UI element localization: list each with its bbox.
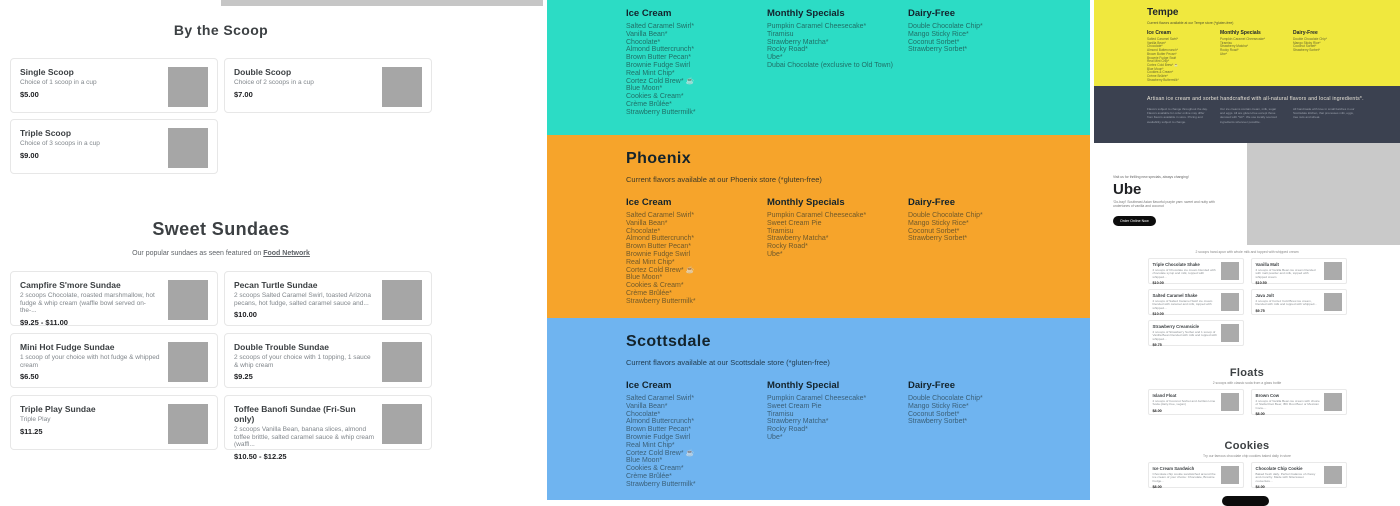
menu-card[interactable]	[1148, 258, 1244, 284]
card-text	[1255, 262, 1321, 286]
flavor-item: Strawberry Buttermilk*	[626, 297, 696, 305]
card-title: Triple Scoop	[20, 128, 72, 138]
card-price: $9.75	[1255, 308, 1265, 313]
scoop-section-title: By the Scoop	[173, 22, 269, 38]
flavor-item: Pumpkin Caramel Cheesecake*	[1220, 37, 1266, 41]
flavor-list	[1293, 38, 1366, 53]
flavor-item: Real Mint Chip*	[626, 69, 675, 77]
card-price: $9.00	[20, 150, 39, 160]
flavor-item: Almond Buttercrunch*	[626, 46, 695, 54]
flavor-item: Ube*	[1220, 51, 1228, 56]
flavor-item: Chocolate*	[626, 38, 661, 46]
card-image	[168, 67, 208, 107]
dairy-free-column	[908, 197, 1049, 306]
card-description: 2 scoops of Cortez Cold Brew ice cream, blended with milk and topped with whipped...	[1255, 298, 1317, 307]
ice-cream-column	[626, 380, 767, 489]
column-header: Dairy-Free	[908, 197, 955, 208]
dairy-free-column	[908, 380, 1049, 489]
card-text	[1256, 293, 1321, 311]
flavor-item: Rocky Road*	[767, 243, 808, 251]
flavor-item: Brown Butter Pecan*	[626, 54, 691, 62]
flavor-item: Blue Moon*	[1147, 66, 1164, 71]
flavor-list	[626, 395, 767, 489]
card-description: 2 scoops Salted Caramel Swirl, toasted Arizona pecans, hot fudge, salted caramel sauce and...	[234, 292, 371, 307]
flavor-item: Mango Sticky Rice*	[908, 30, 969, 38]
flavor-list	[1147, 38, 1220, 82]
sundaes-subtitle-text: Our popular sundaes as seen featured on	[132, 250, 264, 257]
flavor-item: Chocolate*	[626, 227, 661, 235]
flavor-item: Blue Moon*	[626, 274, 663, 282]
menu-card[interactable]	[1148, 389, 1244, 415]
column-header: Dairy-Free	[1293, 30, 1318, 36]
card-title: Island Float	[1152, 393, 1177, 398]
card-title: Triple Chocolate Shake	[1152, 262, 1200, 267]
floats-section	[1094, 362, 1400, 415]
card-description: 2 scoops of Chocolate ice cream blended with chocolate syrup and milk, topped with whipped...	[1152, 267, 1216, 280]
flavor-item: Coconut Sorbet*	[1293, 44, 1317, 49]
card-image	[168, 404, 208, 444]
card-description: Choice of 2 scoops in a cup	[234, 79, 314, 86]
menu-card[interactable]	[1251, 289, 1347, 315]
cookies-section	[1094, 434, 1400, 488]
menu-card[interactable]	[224, 58, 432, 113]
store-title: Phoenix	[626, 150, 692, 167]
flavor-item: Double Chocolate Chip*	[908, 212, 983, 219]
flavor-item: Pumpkin Caramel Cheesecake*	[767, 23, 867, 30]
column-header: Ice Cream	[626, 380, 672, 391]
promo-kicker: Visit us for thrilling new specials, always changing!	[1113, 175, 1189, 179]
flavor-item: Ube*	[767, 250, 783, 258]
flavor-item: Salted Caramel Swirl*	[626, 212, 695, 219]
flavor-item: Chocolate*	[1147, 44, 1163, 49]
order-online-button[interactable]: Order Online Now	[1113, 216, 1156, 226]
flavor-item: Double Chocolate Chip*	[1293, 37, 1328, 41]
card-title: Single Scoop	[20, 67, 74, 77]
card-description: 2 scoops of Strawberry Sorbet and 1 scoop of Vanilla Bean blended with milk and topped with whipped...	[1152, 329, 1217, 342]
flavor-columns	[626, 8, 1090, 117]
card-image	[382, 404, 422, 444]
card-title: Java Jolt	[1255, 293, 1274, 298]
flavor-item: Vanilla Bean*	[626, 219, 668, 227]
card-price: $10.50 - $12.25	[234, 451, 287, 461]
menu-card[interactable]	[10, 58, 218, 113]
artisan-note: Our ice creams contain cream, milk, sugar and eggs. All are gluten-free except those denoted with *GF*. We use locally sourced ingredients wherever possible.	[1220, 107, 1277, 124]
card-description: Chocolate chip cookie sandwiched around the ice cream of your choice: Chocolate, Brownie Fudge...	[1152, 471, 1216, 484]
card-price: $11.25	[20, 426, 43, 436]
menu-card[interactable]	[1148, 289, 1244, 315]
card-text	[234, 404, 376, 461]
menu-card[interactable]	[224, 271, 432, 326]
card-description: 2 scoops of Vanilla Bean ice cream blended with malt powder and milk, topped with whipped cream	[1255, 267, 1316, 280]
card-price: $9.75	[1152, 343, 1162, 348]
flavor-list	[908, 212, 1049, 243]
right-panel	[1094, 0, 1400, 500]
monthly-specials-column	[767, 8, 908, 117]
card-title: Mini Hot Fudge Sundae	[20, 342, 115, 352]
card-text	[1255, 466, 1321, 490]
monthly-specials-column	[767, 197, 908, 306]
card-text	[20, 128, 100, 165]
card-text	[20, 342, 162, 379]
bottom-order-button[interactable]	[1222, 496, 1269, 506]
flavor-item: Almond Buttercrunch*	[626, 235, 695, 243]
card-price: $6.50	[20, 372, 39, 381]
menu-card[interactable]	[1251, 389, 1347, 415]
flavor-list	[908, 395, 1049, 426]
flavor-item: Sweet Cream Pie	[767, 402, 822, 410]
flavor-item: Strawberry Matcha*	[767, 235, 829, 243]
flavor-list	[626, 212, 767, 306]
menu-card[interactable]	[224, 333, 432, 388]
flavor-item: Real Mint Chip*	[626, 258, 675, 266]
flavor-columns	[626, 197, 1090, 306]
flavor-item: Vanilla Bean*	[626, 402, 668, 410]
card-price: $7.00	[234, 89, 253, 99]
column-header: Ice Cream	[626, 197, 672, 208]
card-image	[168, 280, 208, 320]
card-text	[1153, 393, 1218, 411]
card-image	[1221, 293, 1239, 311]
card-image	[382, 342, 422, 382]
card-description: 2 scoops of your choice with 1 topping, 1 sauce & whip cream	[234, 354, 371, 369]
floats-title: Floats	[1229, 367, 1265, 379]
flavor-item: Strawberry Buttermilk*	[1147, 77, 1179, 82]
flavor-board-old-town	[547, 0, 1090, 135]
card-text	[20, 404, 96, 441]
column-header: Dairy-Free	[908, 8, 955, 19]
card-text	[20, 280, 162, 327]
shakes-section	[1094, 250, 1400, 346]
card-image	[382, 67, 422, 107]
store-flavor-boards	[547, 0, 1090, 500]
flavor-item: Strawberry Matcha*	[767, 418, 829, 426]
card-image	[1221, 466, 1239, 484]
menu-card[interactable]	[1251, 462, 1347, 488]
card-description: 2 scoops Vanilla Bean, banana slices, almond toffee brittle, salted caramel sauce & whip cream (waffl...	[234, 426, 375, 448]
menu-card[interactable]	[224, 395, 432, 461]
flavor-item: Strawberry Sorbet*	[908, 235, 968, 243]
card-image	[1324, 293, 1342, 311]
flavor-item: Strawberry Buttermilk*	[626, 108, 696, 116]
flavor-item: Rocky Road*	[767, 426, 808, 434]
flavor-board-scottsdale	[547, 318, 1090, 500]
card-image	[168, 128, 208, 168]
flavor-item: Mango Sticky Rice*	[1293, 40, 1321, 45]
flavor-item: Tiramisu	[767, 410, 794, 418]
card-price: $8.00	[1255, 412, 1265, 417]
card-image	[1221, 262, 1239, 280]
flavor-item: Strawberry Buttermilk*	[626, 480, 696, 488]
column-header: Monthly Special	[767, 380, 840, 391]
card-image	[168, 342, 208, 382]
card-title: Pecan Turtle Sundae	[234, 280, 318, 290]
flavor-item: Crème Brûlée*	[626, 289, 672, 297]
card-price: $8.00	[1152, 485, 1162, 490]
flavor-item: Strawberry Matcha*	[1220, 44, 1248, 49]
flavor-list	[767, 212, 908, 259]
menu-card[interactable]	[10, 395, 218, 450]
scoop-card-grid	[10, 58, 432, 174]
flavor-item: Dubai Chocolate (exclusive to Old Town)	[767, 61, 893, 69]
card-image	[1324, 466, 1342, 484]
flavor-board-tempe	[1094, 0, 1400, 86]
flavor-item: Coconut Sorbet*	[908, 410, 960, 418]
flavor-item: Strawberry Sorbet*	[1293, 48, 1320, 53]
card-title: Salted Caramel Shake	[1152, 293, 1198, 298]
shakes-subtitle: 2 scoops hand-spun with whole milk and topped with whipped cream	[1195, 250, 1299, 254]
card-description: Triple Play	[20, 416, 51, 423]
artisan-banner	[1094, 86, 1400, 143]
card-description: 2 scoops of Salted Caramel Swirl ice cream blended with caramel and milk, topped with whipped...	[1152, 298, 1213, 311]
promo-description: 'Oo-bay'! Southeast Asian flavorful purple yam: sweet and nutty with undertones of vanilla and coconut	[1113, 200, 1215, 209]
food-network-link[interactable]: Food Network	[263, 250, 310, 257]
artisan-note: Flavors subject to change throughout the day. Flavors available for order online may differ from flavors available in store. Pricing and availability subject to change.	[1147, 107, 1208, 124]
monthly-specials-column	[767, 380, 908, 489]
ube-flavor-image	[1247, 143, 1400, 245]
flavor-item: Salted Caramel Swirl*	[626, 23, 695, 30]
menu-card[interactable]	[1251, 258, 1347, 284]
store-subtitle: Current flavors available at our Phoenix store (*gluten-free)	[626, 175, 822, 184]
flavor-item: Vanilla Bean*	[626, 30, 668, 38]
flavor-item: Blue Moon*	[626, 85, 663, 93]
ube-promo-text	[1113, 175, 1241, 227]
menu-card[interactable]	[1148, 462, 1244, 488]
flavor-item: Vanilla Bean*	[1147, 40, 1166, 45]
flavor-item: Strawberry Matcha*	[767, 38, 829, 46]
card-text	[234, 342, 376, 379]
card-title: Triple Play Sundae	[20, 404, 96, 414]
flavor-item: Salted Caramel Swirl*	[1147, 37, 1179, 41]
flavor-item: Pumpkin Caramel Cheesecake*	[767, 395, 867, 402]
column-header: Ice Cream	[1147, 30, 1171, 36]
card-price: $9.25 - $11.00	[20, 317, 68, 327]
flavor-item: Cortez Cold Brew* ☕	[626, 77, 695, 85]
card-image	[1324, 262, 1342, 280]
flavor-item: Strawberry Sorbet*	[908, 46, 968, 54]
flavor-item: Pumpkin Caramel Cheesecake*	[767, 212, 867, 219]
flavor-item: Almond Buttercrunch*	[1147, 48, 1179, 53]
card-image	[382, 280, 422, 320]
flavor-item: Blue Moon*	[626, 457, 663, 465]
flavor-item: Brown Butter Pecan*	[626, 426, 691, 434]
menu-card[interactable]	[1148, 320, 1244, 346]
flavor-item: Brownie Fudge Swirl	[626, 250, 691, 258]
card-text	[1152, 324, 1218, 348]
flavor-item: Cookies & Cream*	[1147, 70, 1174, 75]
shakes-card-grid	[1094, 258, 1400, 346]
flavor-list	[908, 23, 1049, 54]
card-image	[1221, 393, 1239, 411]
ice-cream-column	[626, 8, 767, 117]
store-subtitle: Current flavors available at our Tempe store (*gluten-free)	[1147, 21, 1234, 25]
artisan-heading: Artisan ice cream and sorbet handcrafted with all-natural flavors and local ingredients*.	[1147, 96, 1364, 102]
flavor-item: Brown Butter Pecan*	[626, 243, 691, 251]
card-description: 2 scoops of Vanilla Bean ice cream with choice of Stella Root Beer, IBC Root Beer or Mexican Coca-...	[1255, 398, 1320, 411]
card-image	[1221, 324, 1239, 342]
column-header: Monthly Specials	[1220, 30, 1261, 36]
ice-cream-column	[626, 197, 767, 306]
monthly-specials-column	[1220, 30, 1293, 82]
card-title: Vanilla Malt	[1255, 262, 1279, 267]
sundaes-section-title: Sweet Sundaes	[152, 219, 290, 239]
flavor-item: Cookies & Cream*	[626, 93, 684, 101]
card-text	[1152, 293, 1218, 317]
card-description: Choice of 1 scoop in a cup	[20, 79, 97, 86]
store-subtitle: Current flavors available at our Scottsdale store (*gluten-free)	[626, 358, 830, 367]
card-description: 1 scoop of your choice with hot fudge & whipped cream	[20, 354, 160, 369]
flavor-item: Real Mint Chip*	[626, 441, 675, 449]
flavor-item: Brownie Fudge Swirl	[626, 61, 691, 69]
flavor-item: Salted Caramel Swirl*	[626, 395, 695, 402]
card-description: Baked fresh daily. Perfect balance of chewy and crunchy. Made with bittersweet couverture...	[1255, 471, 1316, 484]
flavor-item: Tiramisu	[767, 227, 794, 235]
card-title: Chocolate Chip Cookie	[1255, 466, 1303, 471]
flavor-item: Mango Sticky Rice*	[908, 219, 969, 227]
card-title: Brown Cow	[1255, 393, 1280, 398]
flavor-item: Rocky Road*	[1220, 48, 1239, 53]
sundae-card-grid	[10, 271, 432, 461]
flavor-item: Rocky Road*	[767, 46, 808, 54]
card-text	[20, 67, 97, 104]
card-price: $5.00	[20, 89, 39, 99]
column-header: Monthly Specials	[767, 8, 845, 19]
flavor-board-phoenix	[547, 135, 1090, 318]
card-title: Toffee Banofi Sundae (Fri-Sun only)	[234, 404, 356, 424]
dairy-free-column	[908, 8, 1049, 117]
hero-image-strip	[221, 0, 543, 6]
cookies-card-grid	[1094, 462, 1400, 488]
promo-title: Ube	[1113, 181, 1142, 198]
flavor-item: Tiramisu	[767, 30, 794, 38]
column-header: Dairy-Free	[908, 380, 955, 391]
column-header: Ice Cream	[626, 8, 672, 19]
flavor-item: Cortez Cold Brew* ☕	[1147, 62, 1179, 67]
flavor-item: Brown Butter Pecan*	[1147, 51, 1177, 56]
flavor-list	[767, 23, 908, 70]
card-description: 2 scoops of Coconut Sorbet and Jarritos Lime Soda (dairy-free, vegan)	[1152, 398, 1216, 407]
ube-promo-section	[1094, 143, 1400, 250]
card-title: Campfire S'more Sundae	[20, 280, 121, 290]
flavor-item: Brownie Fudge Swirl	[626, 433, 691, 441]
ice-cream-column	[1147, 30, 1220, 82]
artisan-note: All handmade with love in small batches in our Scottsdale kitchen, that processes milk, eggs, tree nuts and wheat.	[1293, 107, 1355, 120]
flavor-item: Coconut Sorbet*	[908, 227, 960, 235]
card-price: $9.25	[234, 372, 253, 381]
flavor-item: Real Mint Chip*	[1147, 59, 1170, 64]
flavor-item: Tiramisu	[1220, 40, 1233, 45]
card-price: $8.00	[1152, 408, 1162, 413]
flavor-item: Coconut Sorbet*	[908, 38, 960, 46]
card-price: $10.00	[234, 310, 257, 319]
card-title: Strawberry Creamsicle	[1152, 324, 1200, 329]
card-price: $10.50	[1255, 281, 1267, 286]
menu-card[interactable]	[10, 333, 218, 388]
flavor-item: Cookies & Cream*	[626, 282, 684, 290]
left-panel	[0, 0, 547, 500]
sundaes-subtitle	[10, 250, 432, 257]
flavor-item: Brownie Fudge Swirl	[1147, 55, 1177, 60]
flavor-item: Ube*	[767, 433, 783, 441]
menu-card[interactable]	[10, 119, 218, 174]
dairy-free-column	[1293, 30, 1366, 82]
flavor-item: Sweet Cream Pie	[767, 219, 822, 227]
card-description: 2 scoops Chocolate, roasted marshmallow, hot fudge & whip cream (waffle bowl served on-the-...	[20, 292, 155, 314]
card-price: $4.00	[1255, 485, 1265, 490]
flavor-item: Cookies & Cream*	[626, 465, 684, 473]
flavor-item: Double Chocolate Chip*	[908, 395, 983, 402]
floats-card-grid	[1094, 389, 1400, 415]
card-price: $10.00	[1152, 281, 1164, 286]
flavor-item: Cortez Cold Brew* ☕	[626, 266, 695, 274]
flavor-list	[1220, 38, 1293, 57]
flavor-item: Crème Brûlée*	[1147, 74, 1168, 79]
card-title: Ice Cream Sandwich	[1152, 466, 1195, 471]
menu-card[interactable]	[10, 271, 218, 326]
store-title: Tempe	[1147, 7, 1179, 18]
card-description: Choice of 3 scoops in a cup	[20, 140, 100, 147]
flavor-item: Double Chocolate Chip*	[908, 23, 983, 30]
flavor-list	[626, 23, 767, 117]
card-text	[1255, 393, 1321, 417]
flavor-item: Crème Brûlée*	[626, 100, 672, 108]
floats-subtitle: 2 scoops with classic soda from a glass bottle	[1212, 381, 1282, 385]
flavor-list	[767, 395, 908, 442]
flavor-item: Chocolate*	[626, 410, 661, 418]
card-text	[234, 67, 314, 104]
flavor-item: Crème Brûlée*	[626, 472, 672, 480]
card-text	[234, 280, 376, 317]
cookies-subtitle: Try our famous chocolate chip cookies baked daily in store	[1203, 454, 1291, 458]
card-text	[1152, 262, 1218, 286]
flavor-item: Almond Buttercrunch*	[626, 418, 695, 426]
flavor-item: Mango Sticky Rice*	[908, 402, 969, 410]
card-price: $10.00	[1152, 312, 1164, 317]
flavor-item: Cortez Cold Brew* ☕	[626, 449, 695, 457]
flavor-columns	[626, 380, 1090, 489]
card-title: Double Scoop	[234, 67, 292, 77]
cookies-title: Cookies	[1224, 440, 1270, 452]
card-title: Double Trouble Sundae	[234, 342, 329, 352]
flavor-columns	[1147, 30, 1400, 82]
store-title: Scottsdale	[626, 333, 711, 350]
card-image	[1324, 393, 1342, 411]
flavor-item: Strawberry Sorbet*	[908, 418, 968, 426]
card-text	[1152, 466, 1218, 490]
column-header: Monthly Specials	[767, 197, 845, 208]
artisan-notes	[1147, 107, 1400, 124]
flavor-item: Ube*	[767, 54, 783, 62]
